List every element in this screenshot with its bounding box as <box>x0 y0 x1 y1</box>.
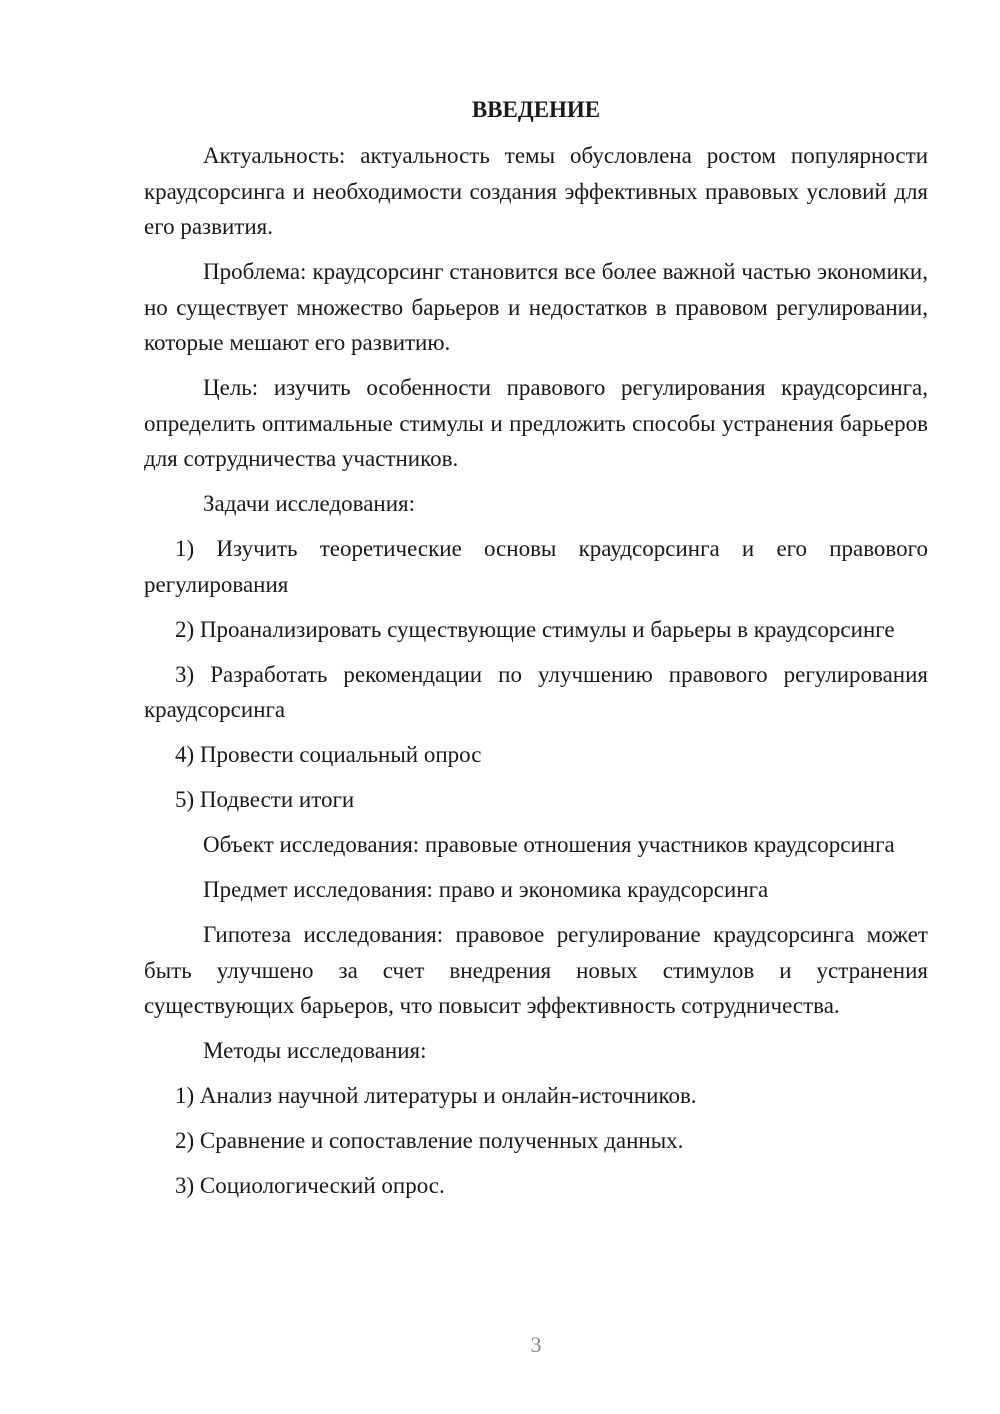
method-item: 1) Анализ научной литературы и онлайн-источников. <box>175 1083 697 1108</box>
task-item: 4) Провести социальный опрос <box>175 742 482 767</box>
paragraph-tasks-heading: Задачи исследования: <box>203 491 416 516</box>
paragraph-relevance: Актуальность: актуальность темы обусловлена ростом популярности краудсорсинга и необходимости создания эффективных правовых условий для его развития. <box>144 143 928 239</box>
task-item: 5) Подвести итоги <box>175 787 355 812</box>
task-item: 2) Проанализировать существующие стимулы и барьеры в краудсорсинге <box>175 616 895 642</box>
page-number: 3 <box>530 1332 542 1357</box>
paragraph-object: Объект исследования: правовые отношения участников краудсорсинга <box>203 832 895 857</box>
method-item: 3) Социологический опрос. <box>175 1173 445 1198</box>
task-item: 3) Разработать рекомендации по улучшению правового регулирования краудсорсинга <box>144 661 928 722</box>
paragraph-problem: Проблема: краудсорсинг становится все более важной частью экономики, но существует множество барьеров и недостатков в правовом регулировании, которые мешают его развитию. <box>144 259 928 355</box>
paragraph-goal: Цель: изучить особенности правового регулирования краудсорсинга, определить оптимальные стимулы и предложить способы устранения барьеров для сотрудничества участников. <box>144 375 928 471</box>
paragraph-hypothesis: Гипотеза исследования: правовое регулирование краудсорсинга может быть улучшено за счет внедрения новых стимулов и устранения существующих барьеров, что повысит эффективность сотрудничества. <box>144 922 928 1018</box>
paragraph-subject: Предмет исследования: право и экономика краудсорсинга <box>203 877 769 902</box>
task-item: 1) Изучить теоретические основы краудсорсинга и его правового регулирования <box>144 536 928 597</box>
document-body <box>144 94 928 1213</box>
method-item: 2) Сравнение и сопоставление полученных данных. <box>175 1128 684 1153</box>
page-title: ВВЕДЕНИЕ <box>471 97 601 122</box>
paragraph-methods-heading: Методы исследования: <box>203 1038 427 1063</box>
